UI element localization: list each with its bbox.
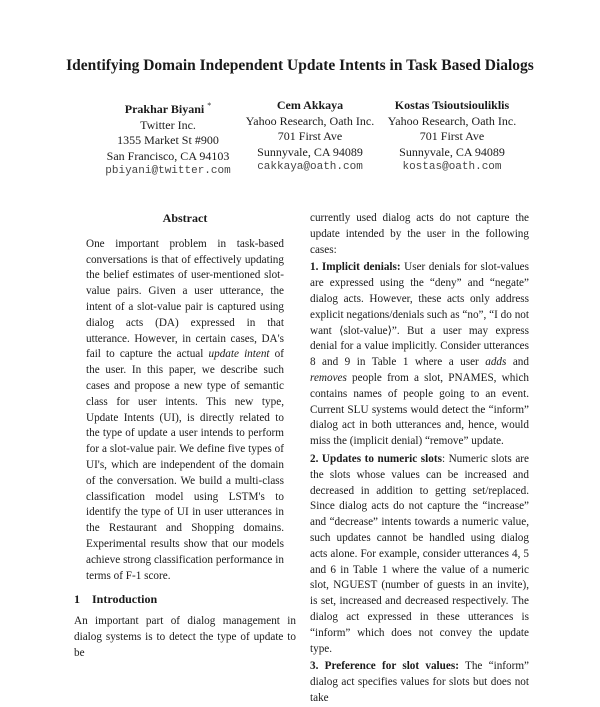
author-affiliation: Yahoo Research, Oath Inc. <box>245 113 375 128</box>
author-affiliation: Yahoo Research, Oath Inc. <box>387 113 517 128</box>
abstract-text: One important problem in task-based conversations is that of effectively updating the belief estimates of user-mentioned slot-value pairs. Given a user utterance, the intent of a slot-value pair is captured using dialog acts (DA) expressed in that utterance. However, in certain cases, DA's fail to capture the actual update intent of the user. In this paper, we describe such cases and propose a new type of semantic class for user intents. This new type, Update Intents (UI), is directly related to the type of update a user intends to perform for a slot-value pair. We define five types of UI's, which are independent of the domain of the conversation. We build a multi-class classification model using LSTM's to identify the type of UI in user utterances in the Restaurant and Shopping domains. Experimental results show that our models achieve strong classification performance in terms of F-1 score. <box>86 237 284 582</box>
intro-text: An important part of dialog management in dialog systems is to detect the type of update to be <box>74 615 296 659</box>
paragraph: currently used dialog acts do not capture the update intended by the user in the following cases: <box>310 212 529 256</box>
author-address: Sunnyvale, CA 94089 <box>257 144 363 159</box>
author-address: 701 First Ave <box>419 129 485 144</box>
abstract-heading: Abstract <box>162 211 208 225</box>
case-numeric-slots: 2. Updates to numeric slots: Numeric slots are the slots whose values can be increased and decreased in addition to getting set/replaced. Since dialog acts do not capture the “increase” and “decrease” intents towards a numeric value, such updates cannot be handled using dialog acts alone. For example, consider utterances 4, 5 and 6 in Table 1 where the value of a numeric slot, NGUEST (number of guests in an invite), is set, increased and decreased respectively. The dialog act expressed in these utterances is “inform” which does not convey the update type. <box>310 452 529 655</box>
footnote-mark: * <box>207 101 212 110</box>
left-column <box>74 211 296 662</box>
paper-title: Identifying Domain Independent Update Intents in Task Based Dialogs <box>66 57 534 74</box>
emphasis: update intent <box>208 348 270 361</box>
author-affiliation: Twitter Inc. <box>140 117 196 132</box>
section-heading: 1 Introduction <box>74 592 158 607</box>
author-email: kostas@oath.com <box>402 161 502 174</box>
author-address: 1355 Market St #900 <box>117 133 219 148</box>
author-name: Cem Akkaya <box>276 98 344 112</box>
author-address: San Francisco, CA 94103 <box>106 148 230 163</box>
case-slot-preference: 3. Preference for slot values: The “inform” dialog act specifies values for slots but does not take <box>310 660 529 704</box>
author-address: Sunnyvale, CA 94089 <box>399 144 505 159</box>
author-block <box>352 98 552 176</box>
right-column <box>310 211 529 707</box>
author-email: cakkaya@oath.com <box>257 161 363 174</box>
case-implicit-denials: 1. Implicit denials: User denials for slot-values are expressed using the “deny” and “negate” dialog acts. However, these acts only address explicit negations/denials such as “no”, “I do not want ⟨slot-value⟩”. But a user may express denial for a value implicitly. Consider utterances 8 and 9 in Table 1 where a user adds and removes people from a slot, PNAMES, which contains names of people going to an event. Current SLU systems would detect the “inform” dialog act in both utterances and, hence, would miss the (implicit denial) “remove” update. <box>310 261 529 448</box>
author-email: pbiyani@twitter.com <box>105 165 231 178</box>
author-address: 701 First Ave <box>277 129 343 144</box>
author-name: Prakhar Biyani * <box>124 101 212 116</box>
author-name: Kostas Tsioutsiouliklis <box>394 98 510 112</box>
